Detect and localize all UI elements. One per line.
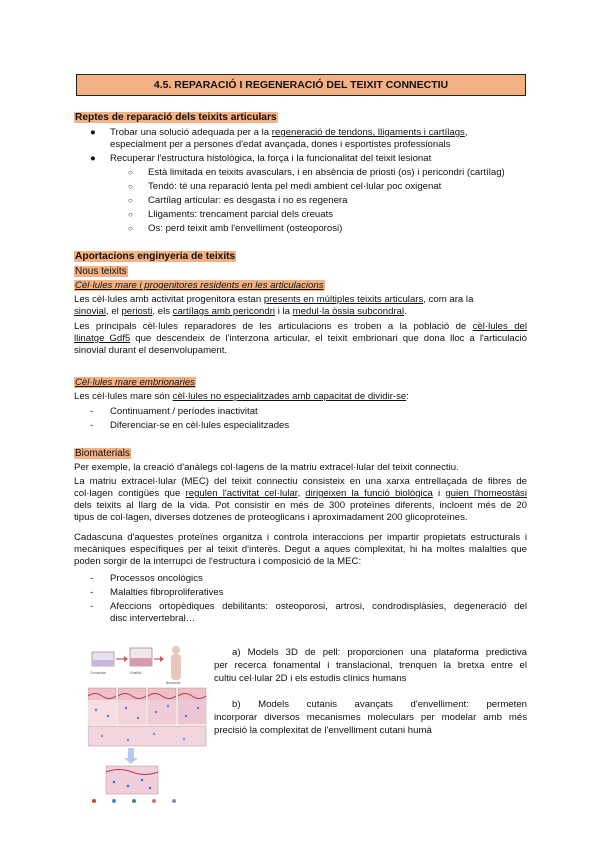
skin-model-figure [88,636,208,806]
paragraph-biomaterials-example: Per exemple, la creació d'anàlegs col·lagens de la matriu extracel·lular del teixit connectiu. [74,462,459,473]
paragraph-stem-cells: Les cèl·lules mare són cèl·lules no especialitzades amb capacitat de dividir-se: [74,391,409,402]
paragraph-aging-skin-models: b) Models cutanis avançats d'envelliment: permeten incorporar diversos mecanismes moleculars per modelar amb més precisió la complexitat de l'envelliment cutani humà [214,699,527,736]
skin-block-row [88,688,206,724]
page-title: 4.5. REPARACIÓ I REGENERACIÓ DEL TEIXIT CONNECTIU [76,74,526,96]
subheading-biomaterials: Biomaterials [75,448,131,459]
bioreactor-icon [171,646,181,680]
skin-layer-row [88,726,206,746]
subheading-new-tissues: Nous teixits [75,266,127,277]
culture-dish-icon [92,652,114,666]
figure-label: Scaffold [130,671,142,675]
section-heading-tissue-engineering: Aportacions enginyeria de teixits [75,251,236,262]
arrow-down-icon [124,758,138,764]
subheading-progenitor-cells: Cèl·lules mare i progenitores residents en les articulacions [75,280,324,291]
figure-label: Bioreactor [166,681,181,685]
paragraph-gdf5: Les principals cèl·lules reparadores de les articulacions es troben a la població de cèl·lules del llinatge Gdf5 que descendeix de l'interzona articular, el teixit embrionari que dona lloc a l'articulació sinovial durant el desenvolupament. [74,321,527,356]
paragraph-mec: La matriu extracel·lular (MEC) del teixit connectiu consisteix en una xarxa entrellaçada de fibres de col·lagen contigües que regulen l'activitat cel·lular, dirigeixen la funció biològica i guien l'homeostàsi dels teixits al llarg de la vida. Pot consistir en més de 300 proteïnes diferents, incloent més de 20 tipus de col·lagen, diverses dotzenes de proteoglicans i aproximadament 200 glicoproteïnes. [74,476,527,523]
figure-label: Connective [90,671,106,675]
paragraph-mec-diseases: Cadascuna d'aquestes proteïnes organitza i controla interaccions per impartir propietats estructurals i mecàniques específiques per al teixit d'interès. Degut a aques complexitat, hi ha moltes malalties que poden sorgir de la interrupci de l'estructura i composició de la MEC: [74,532,527,567]
paragraph-progenitor: Les cèl·lules amb activitat progenitora estan presents en múltiples teixits articulars, com ara la sinovial, el periosti, els cartílags amb pericondri i la medul·la òssia subcondral. [74,294,474,317]
section-heading-repair-challenges: Reptes de reparació dels teixits articulars [75,112,277,123]
subheading-embryonic-stem-cells: Cèl·lules mare embrionaries [75,377,195,388]
figure-legend [92,799,176,803]
scaffold-icon [130,648,152,666]
paragraph-3d-skin-models: a) Models 3D de pell: proporcionen una plataforma predictiva per recerca fonamental i translacional, trenquen la bretxa entre el cultiu cel·lular 2D i els estudis clínics humans [214,647,527,684]
aged-skin-block [106,766,158,794]
